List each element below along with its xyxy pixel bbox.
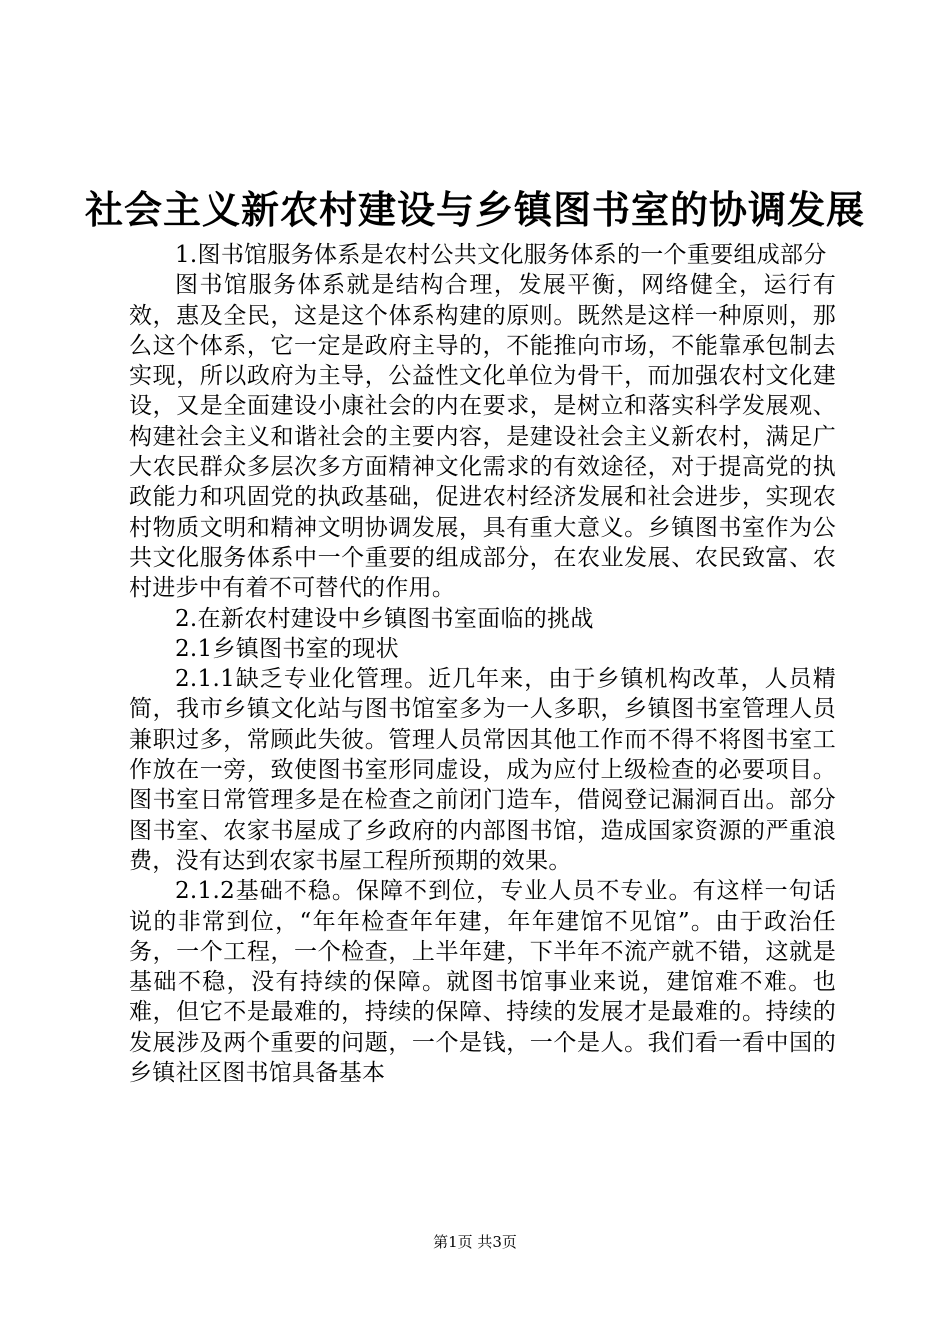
- page-footer: 第1页 共3页: [433, 1233, 517, 1251]
- paragraph-section-1-heading: 1.图书馆服务体系是农村公共文化服务体系的一个重要组成部分: [175, 242, 827, 268]
- paragraph-section-2-1-2: 2.1.2基础不稳。保障不到位，专业人员不专业。有这样一句话说的非常到位，“年年检查年年建，年年建馆不见馆”。由于政治任务，一个工程，一个检查，上半年建，下半年不流产就不错，这就是基础不稳，没有持续的保障。就图书馆事业来说，建馆难不难。也难，但它不是最难的，持续的保障、持续的发展才是最难的。持续的发展涉及两个重要的问题，一个是钱，一个是人。我们看一看中国的乡镇社区图书馆具备基本: [129, 878, 836, 1087]
- paragraph-section-2-heading: 2.在新农村建设中乡镇图书室面临的挑战: [175, 605, 594, 632]
- paragraph-service-system: 图书馆服务体系就是结构合理，发展平衡，网络健全，运行有效，惠及全民，这是这个体系构建的原则。既然是这样一种原则，那么这个体系，它一定是政府主导的，不能推向市场，不能靠承包制去实现，所以政府为主导，公益性文化单位为骨干，而加强农村文化建设，又是全面建设小康社会的内在要求，是树立和落实科学发展观、构建社会主义和谐社会的主要内容，是建设社会主义新农村，满足广大农民群众多层次多方面精神文化需求的有效途径，对于提高党的执政能力和巩固党的执政基础，促进农村经济发展和社会进步，实现农村物质文明和精神文明协调发展，具有重大意义。乡镇图书室作为公共文化服务体系中一个重要的组成部分，在农业发展、农民致富、农村进步中有着不可替代的作用。: [129, 272, 836, 602]
- page-title: 社会主义新农村建设与乡镇图书室的协调发展: [84, 187, 865, 232]
- paragraph-section-2-1-heading: 2.1乡镇图书室的现状: [175, 635, 399, 662]
- document-body: [129, 240, 836, 1088]
- paragraph-section-2-1-1: 2.1.1缺乏专业化管理。近几年来，由于乡镇机构改革，人员精简，我市乡镇文化站与图书馆室多为一人多职，乡镇图书室管理人员兼职过多，常顾此失彼。管理人员常因其他工作而不得不将图书室工作放在一旁，致使图书室形同虚设，成为应付上级检查的必要项目。图书室日常管理多是在检查之前闭门造车，借阅登记漏洞百出。部分图书室、农家书屋成了乡政府的内部图书馆，造成国家资源的严重浪费，没有达到农家书屋工程所预期的效果。: [129, 666, 836, 874]
